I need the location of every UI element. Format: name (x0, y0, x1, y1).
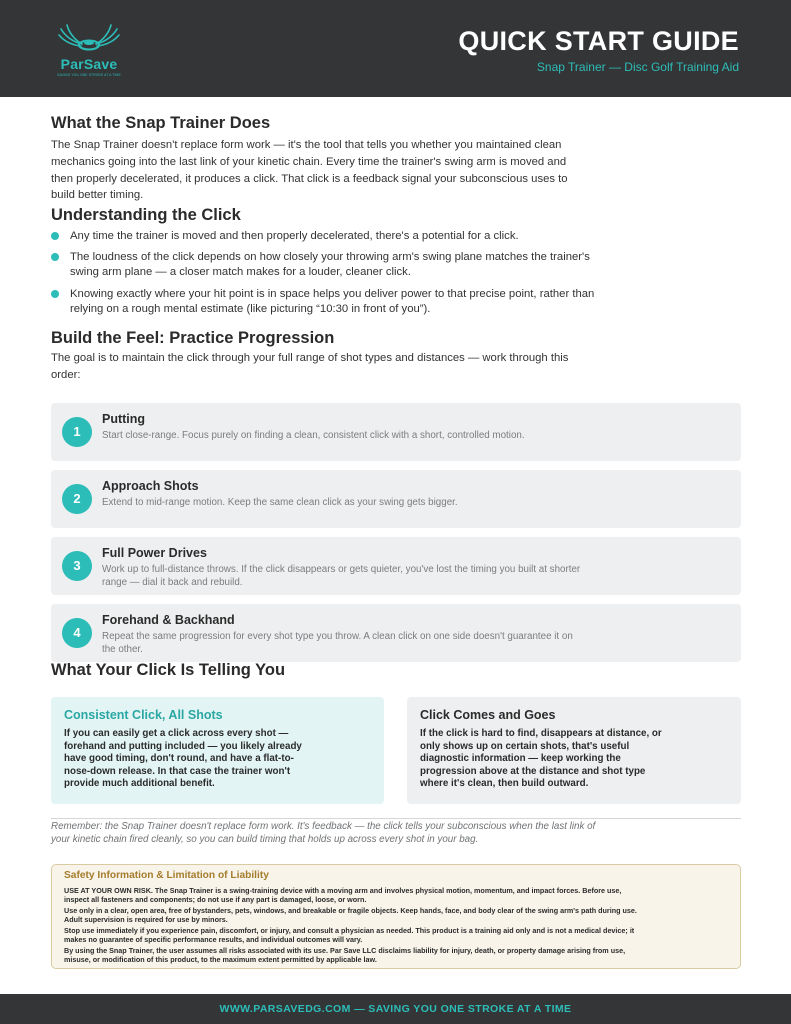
brand-logo (50, 22, 128, 78)
step-title: Approach Shots (102, 479, 199, 493)
safety-paragraph: USE AT YOUR OWN RISK. The Snap Trainer is a swing-training device with a moving arm and involves physical motion, momentum, and impact forces. Before use, inspect all fasteners and components; do not use if any part is damaged, loose, or worn. (64, 886, 622, 905)
bullet-dot-icon (51, 253, 59, 261)
bullet-dot-icon (51, 290, 59, 298)
step-number-badge: 1 (62, 417, 92, 447)
bullet-item (51, 229, 611, 244)
brand-tagline: SAVING YOU ONE STROKE AT A TIME (57, 73, 121, 77)
safety-paragraph: By using the Snap Trainer, the user assumes all risks associated with its use. Par Save LLC disclaims liability for injury, death, or property damage arising from use, misuse, or modification of this product, to the maximum extent permitted by applicable law. (64, 946, 626, 965)
step-description: Work up to full-distance throws. If the click disappears or gets quieter, you've lost the timing you built at shorter range — dial it back and rebuild. (102, 564, 581, 588)
section-divider (51, 818, 741, 819)
page-title: QUICK START GUIDE (458, 26, 739, 56)
card-title: Consistent Click, All Shots (64, 708, 223, 722)
step-number-badge: 4 (62, 618, 92, 648)
step-description: Repeat the same progression for every shot type you throw. A clean click on one side doesn't guarantee it on the other. (102, 631, 573, 655)
bullet-dot-icon (51, 232, 59, 240)
page-subtitle: Snap Trainer — Disc Golf Training Aid (536, 60, 739, 74)
step-description: Start close-range. Focus purely on finding a clean, consistent click with a short, controlled motion. (102, 430, 525, 441)
section-heading-build: Build the Feel: Practice Progression (51, 329, 335, 347)
progression-step-card (51, 537, 741, 595)
section-intro-build: The goal is to maintain the click through your full range of shot types and distances — work through this order: (51, 352, 569, 381)
progression-step-card (51, 403, 741, 461)
safety-title: Safety Information & Limitation of Liability (64, 870, 269, 881)
brand-name: ParSave (60, 56, 118, 72)
click-card-intermittent (407, 697, 741, 804)
bullet-item (51, 250, 611, 280)
section-heading-click: Understanding the Click (51, 206, 241, 224)
section-heading-what: What the Snap Trainer Does (51, 114, 271, 132)
bullet-text: Any time the trainer is moved and then properly decelerated, there's a potential for a click. (70, 230, 519, 242)
section-body-what: The Snap Trainer doesn't replace form work — it's the tool that tells you whether you maintained clean mechanics going into the last link of your kinetic chain. Every time the trainer's swing arm is moved and then properly decelerated, it produces a click. That click is a feedback signal your subconscious uses to build better timing. (51, 139, 568, 202)
section-heading-telling: What Your Click Is Telling You (51, 661, 286, 679)
safety-box (51, 864, 741, 969)
progression-step-card (51, 604, 741, 662)
step-title: Putting (102, 412, 146, 426)
click-bullet-list (51, 229, 611, 317)
reminder-note: Remember: the Snap Trainer doesn't replace form work. It's feedback — the click tells your subconscious when the last link of your kinetic chain fired cleanly, so you can build timing that holds up across every shot in your bag. (51, 821, 596, 845)
bullet-item (51, 287, 611, 317)
step-description: Extend to mid-range motion. Keep the same clean click as your swing gets bigger. (102, 497, 458, 508)
click-card-consistent (51, 697, 384, 804)
safety-paragraph: Stop use immediately if you experience pain, discomfort, or injury, and consult a physician as needed. This product is a training aid only and is not a medical device; it makes no guarantee of specific performance results, and individual outcomes will vary. (64, 926, 635, 945)
safety-body (64, 886, 644, 966)
bullet-text: Knowing exactly where your hit point is in space helps you deliver power to that precise point, rather than relying on a rough mental estimate (like picturing “10:30 in front of you”). (70, 287, 595, 315)
step-title: Forehand & Backhand (102, 613, 235, 627)
bullet-text: The loudness of the click depends on how closely your throwing arm's swing plane matches the trainer's swing arm plane — a closer match makes for a louder, cleaner click. (70, 251, 590, 279)
winged-disc-icon (57, 22, 121, 56)
progression-step-card (51, 470, 741, 528)
footer-text: WWW.PARSAVEDG.COM — SAVING YOU ONE STROKE AT A TIME (219, 1003, 572, 1015)
safety-paragraph: Use only in a clear, open area, free of bystanders, pets, windows, and breakable or fragile objects. Keep hands, face, and body clear of the swing arm's path during use. Adult supervision is required for use by minors. (64, 906, 637, 925)
card-body: If the click is hard to find, disappears at distance, or only shows up on certain shots, that's useful diagnostic information — keep working the progression above at the distance and shot type where it's clean, then build outward. (420, 728, 662, 789)
card-title: Click Comes and Goes (420, 708, 556, 722)
step-title: Full Power Drives (102, 546, 207, 560)
footer-bar (0, 994, 791, 1024)
step-number-badge: 3 (62, 551, 92, 581)
header-bar (0, 0, 791, 97)
step-number-badge: 2 (62, 484, 92, 514)
card-body: If you can easily get a click across every shot — forehand and putting included — you likely already have good timing, don't round, and have a flat-to-nose-down release. In that case the trainer won't provide much additional benefit. (64, 728, 302, 789)
